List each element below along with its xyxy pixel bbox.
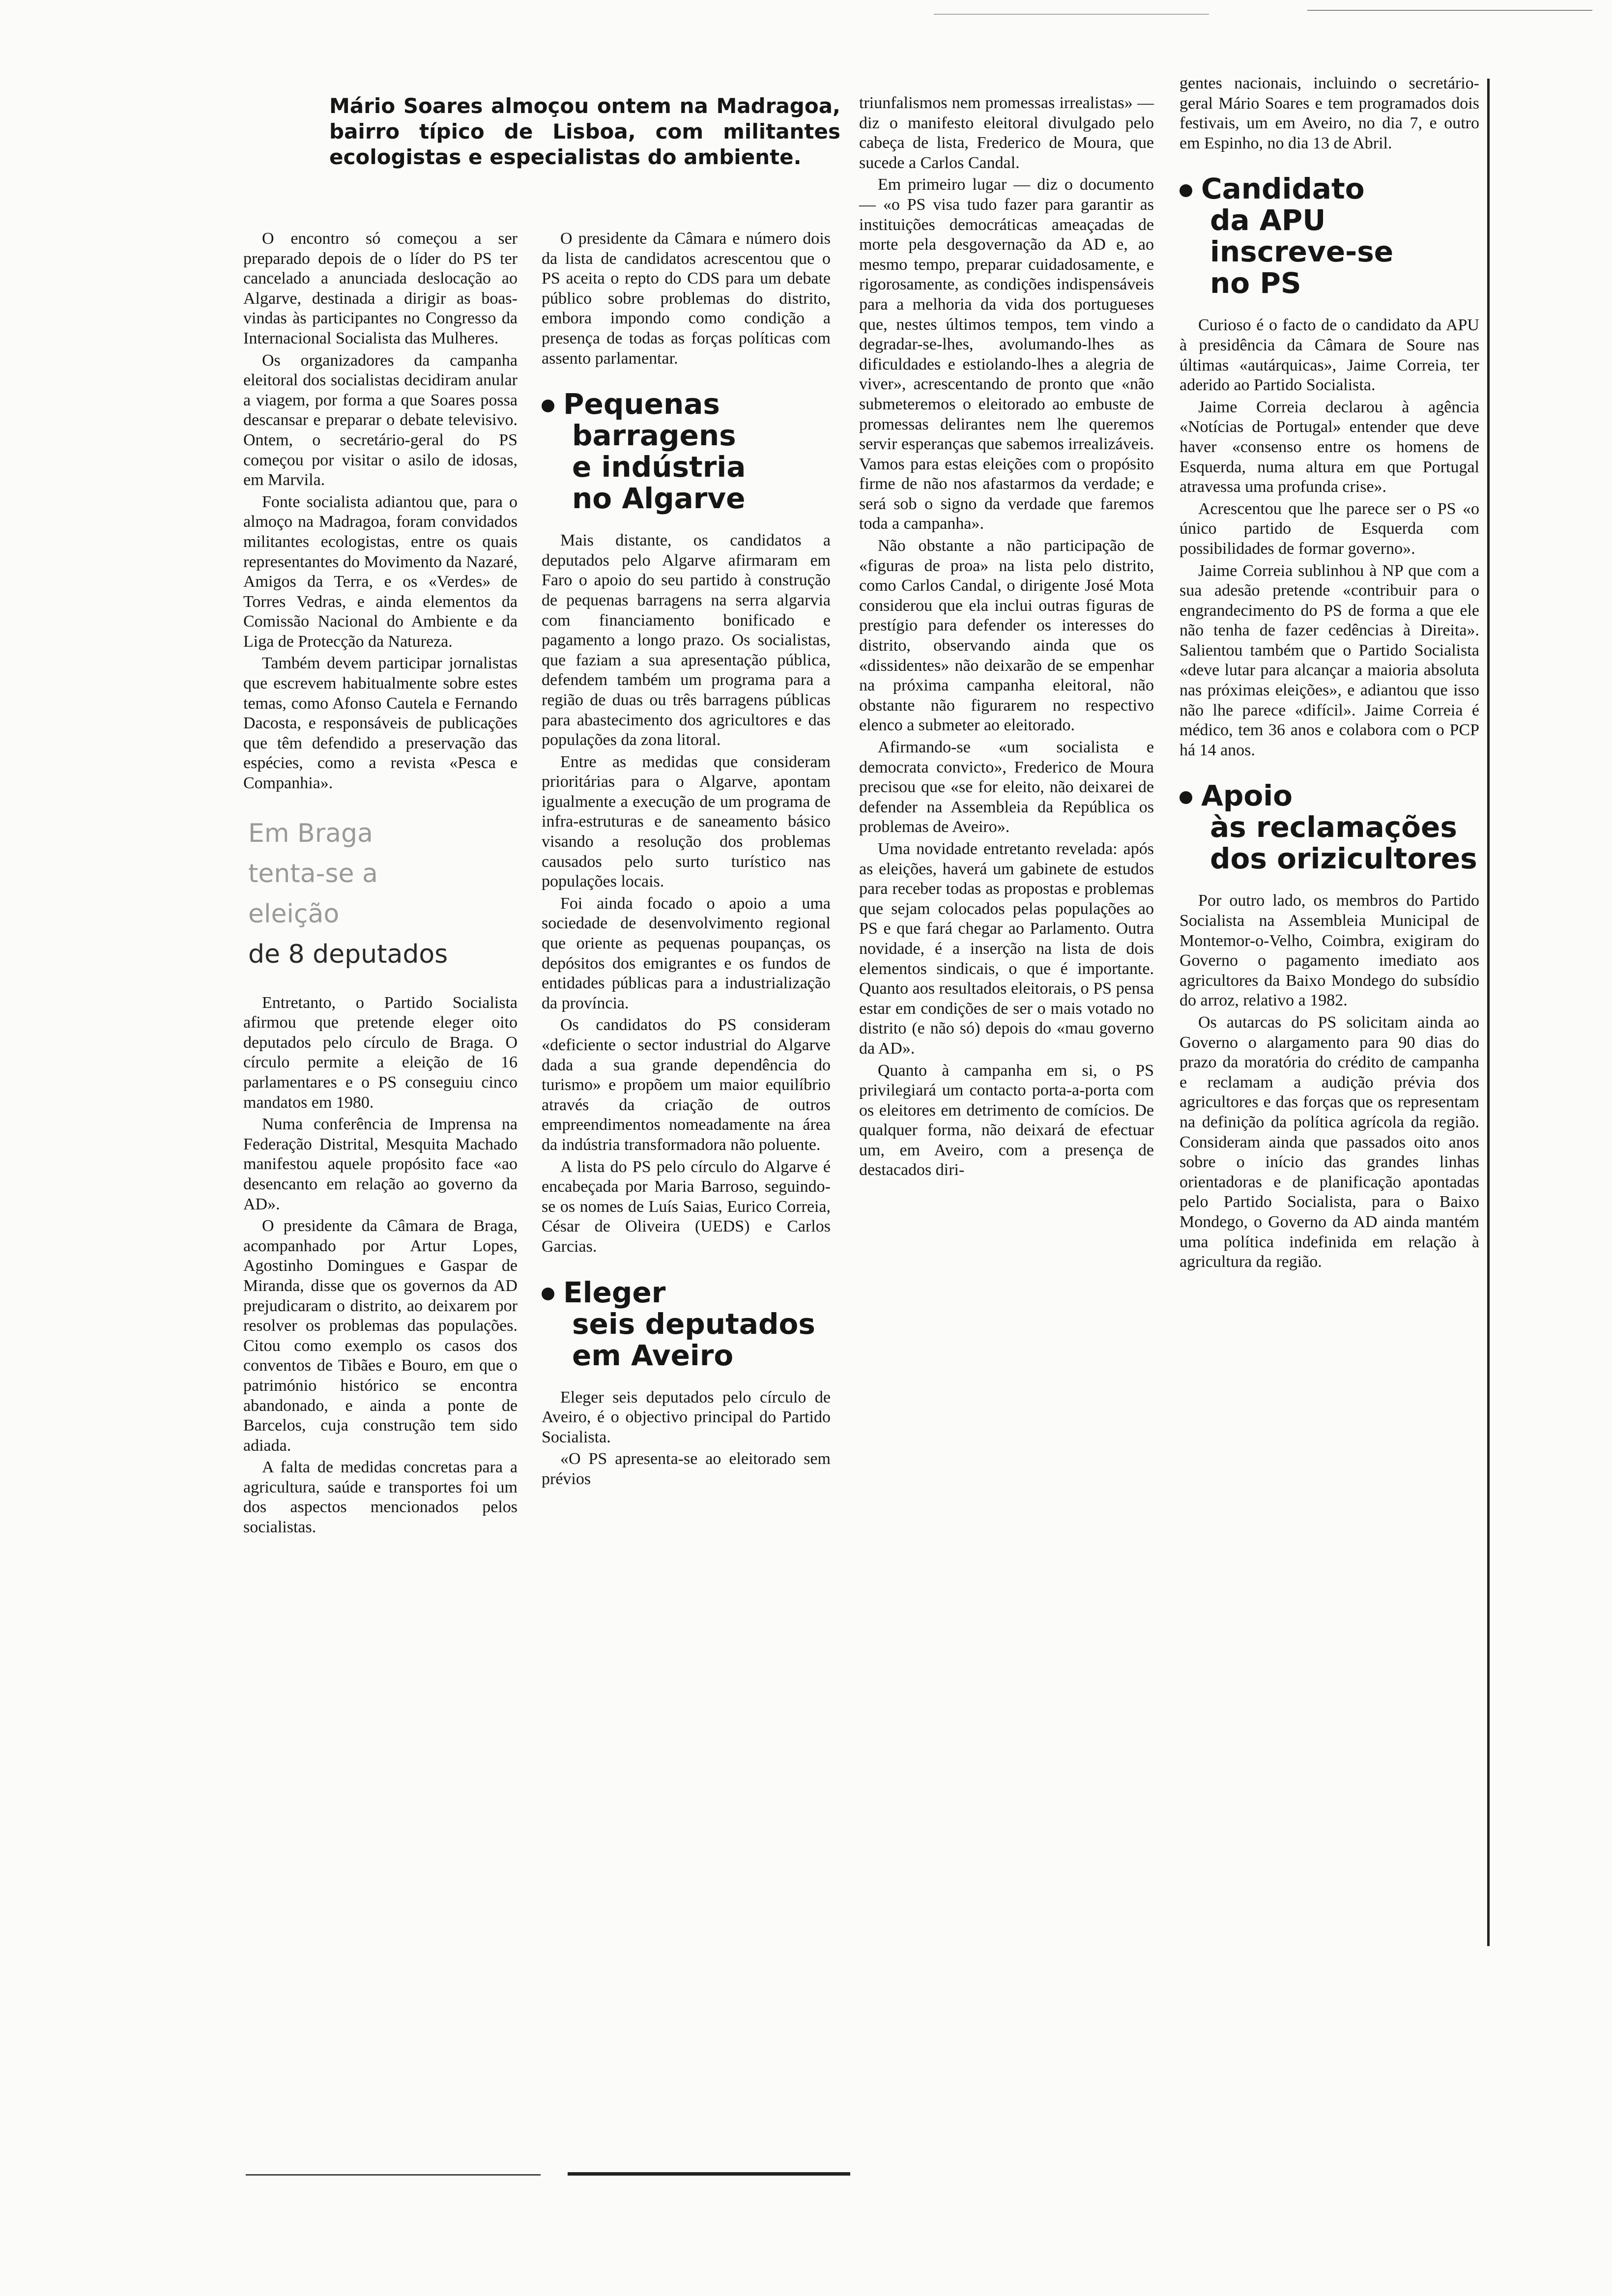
paragraph: Fonte socialista adiantou que, para o almoço na Madragoa, foram convidados militantes ecologistas, entre os quais representantes do Movimento da Nazaré, Amigos da Terra, e os «Verdes» de Torres Vedras, e ainda elementos da Comissão Nacional do Ambiente e da Liga de Protecção da Natureza. [243,492,518,651]
paragraph: Jaime Correia declarou à agência «Notícias de Portugal» entender que deve haver «consenso entre os homens de Esquerda, numa altura em que Portugal atravessa uma profunda crise». [1180,398,1479,496]
subhead-line: de 8 deputados [248,939,448,969]
paragraph: Curioso é o facto de o candidato da APU à presidência da Câmara de Soure nas últimas «autárquicas», Jaime Correia, ter aderido ao Partido Socialista. [1180,316,1479,395]
subhead-line: seis deputados [572,1307,815,1341]
paragraph: Em primeiro lugar — diz o documento — «o PS visa tudo fazer para garantir as instituições democráticas ameaçadas de morte pela desgovernação da AD e, ao mesmo tempo, preparar cuidadosamente, e rigorosamente, as condições indispensáveis para a melhoria da vida dos portugueses que, nestes últimos tempos, tem vindo a degradar-se-lhes, avolumando-lhes as dificuldades e estiolando-lhes a alegria de viver», acrescentando de pronto que «não submeteremos o eleitorado ao embuste de promessas delirantes nem lhe queremos servir esperanças que sabemos irrealizáveis. Vamos para estas eleições com o propósito firme de não nos afastarmos da verdade; e será sob o signo da verdade que faremos toda a campanha». [859,175,1154,533]
paragraph: Não obstante a não participação de «figuras de proa» na lista pelo distrito, como Carlos Candal, o dirigente José Mota considerou que ela inclui outras figuras de prestígio para defender os interesses do distrito, observando ainda que os «dissidentes» não deixarão de se empenhar na próxima campanha eleitoral, não obstante não figurarem no respectivo elenco a submeter ao eleitorado. [859,537,1154,735]
column-right-rule [1487,79,1490,1946]
paragraph: Afirmando-se «um socialista e democrata convicto», Frederico de Moura precisou que «se for eleito, não deixarei de defender na Assembleia da República os problemas de Aveiro». [859,738,1154,836]
paragraph: Os candidatos do PS consideram «deficiente o sector industrial do Algarve dada a sua grande dependência do turismo» e propõem um maior equilíbrio através da criação de outros empreendimentos nomeadamente na área da indústria transformadora não poluente. [542,1016,831,1154]
subhead-line: Em Braga [248,818,373,848]
subhead-aveiro [542,1277,831,1371]
paragraph: triunfalismos nem promessas irrealistas» — diz o manifesto eleitoral divulgado pelo cabeça de lista, Frederico de Moura, que sucede a Carlos Candal. [859,94,1154,172]
subhead-line: eleição [248,899,340,929]
subhead-algarve [542,388,831,514]
bullet-icon [1180,184,1192,197]
subhead-braga [243,813,518,975]
paragraph: Jaime Correia sublinhou à NP que com a sua adesão pretende «contribuir para o engrandecimento do PS de forma a que ele não tenha de fazer cedências à Direita». Salientou também que o Partido Socialista «deve lutar para alcançar a maioria absoluta nas próximas eleições», e adiantou que isso não lhe parece «difícil». Jaime Correia é médico, tem 36 anos e colabora com o PCP há 14 anos. [1180,561,1479,759]
paragraph: Entre as medidas que consideram prioritárias para o Algarve, apontam igualmente a execução de um programa de infra-estruturas e de saneamento básico visando a resolução dos problemas causados pelo surto turístico nas populações locais. [542,752,831,891]
subhead-line: e indústria [572,450,746,484]
paragraph: «O PS apresenta-se ao eleitorado sem prévios [542,1450,831,1488]
bullet-icon [542,1288,554,1300]
subhead-line: no PS [1210,266,1301,300]
paragraph: Numa conferência de Imprensa na Federação Distrital, Mesquita Machado manifestou aquele propósito face «ao desencanto em relação ao governo da AD». [243,1115,518,1213]
subhead-line: Eleger [563,1275,666,1309]
column-1 [243,229,518,1540]
paragraph: Os organizadores da campanha eleitoral dos socialistas decidiram anular a viagem, por forma a que Soares possa descansar e preparar o debate televisivo. Ontem, o secretário-geral do PS começou por visitar o asilo de idosas, em Marvila. [243,351,518,489]
subhead-orizicultores [1180,780,1479,874]
bullet-icon [542,400,554,412]
top-rule-secondary [934,14,1209,15]
paragraph: Uma novidade entretanto revelada: após as eleições, haverá um gabinete de estudos para receber todas as propostas e problemas que sejam colocados pelas populações ao PS e que fará chegar ao Parlamento. Outra novidade, é a inserção na lista de dois elementos sindicais, o que é importante. Quanto aos resultados eleitorais, o PS pensa estar em condições de ser o mais votado no distrito (e não só) depois do «mau governo da AD». [859,839,1154,1058]
subhead-line: Pequenas [563,387,720,421]
bottom-rule-thin [246,2174,541,2176]
column-2 [542,229,831,1492]
subhead-line: Apoio [1201,779,1293,813]
article-lead: Mário Soares almoçou ontem na Madragoa, bairro típico de Lisboa, com militantes ecologistas e especialistas do ambiente. [329,94,840,169]
paragraph: Foi ainda focado o apoio a uma sociedade de desenvolvimento regional que oriente as pequenas poupanças, os depósitos dos emigrantes e os fundos de entidades públicas para a industrialização da província. [542,894,831,1012]
subhead-line: às reclamações [1210,810,1457,844]
subhead-line: dos orizicultores [1210,842,1477,876]
paragraph: A falta de medidas concretas para a agricultura, saúde e transportes foi um dos aspectos mencionados pelos socialistas. [243,1458,518,1537]
paragraph: Eleger seis deputados pelo círculo de Aveiro, é o objectivo principal do Partido Socialista. [542,1388,831,1446]
paragraph: Quanto à campanha em si, o PS privilegiará um contacto porta-a-porta com os eleitores em detrimento de comícios. De qualquer forma, não deixará de efectuar um, em Aveiro, com a presença de destacados diri- [859,1061,1154,1179]
paragraph: O encontro só começou a ser preparado depois de o líder do PS ter cancelado a anunciada deslocação ao Algarve, destinada a dirigir as boas-vindas às participantes no Congresso da Internacional Socialista das Mulheres. [243,230,518,347]
paragraph: Acrescentou que lhe parece ser o PS «o único partido de Esquerda com possibilidades de formar governo». [1180,499,1479,558]
paragraph: O presidente da Câmara de Braga, acompanhado por Artur Lopes, Agostinho Domingues e Gaspar de Miranda, disse que os governos da AD prejudicaram o distrito, ao deixarem por resolver os problemas das populações. Citou como exemplo os casos dos conventos de Tibães e Bouro, em que o património histórico se encontra abandonado, e ainda a ponte de Barcelos, cuja construção tem sido adiada. [243,1217,518,1455]
column-4 [1180,74,1479,1274]
paragraph: Os autarcas do PS solicitam ainda ao Governo o alargamento para 90 dias do prazo da moratória do crédito de campanha e reclamam a audição prévia dos agricultores e das forças que os representam na definição da política agrícola da região. Consideram ainda que passados oito anos sobre o início das grandes linhas orientadoras e de planificação apontadas pelo Partido Socialista, para o Baixo Mondego, o Governo da AD ainda mantém uma política indefinida em relação à agricultura da região. [1180,1013,1479,1271]
bottom-rule [568,2172,850,2176]
paragraph: Mais distante, os candidatos a deputados pelo Algarve afirmaram em Faro o apoio do seu partido à construção de pequenas barragens na serra algarvia com financiamento bonificado e pagamento a longo prazo. Os socialistas, que faziam a sua apresentação pública, defendem também um programa para a região de duas ou três barragens públicas para abastecimento dos agricultores e das populações da zona litoral. [542,531,831,749]
subhead-line: em Aveiro [572,1338,734,1372]
paragraph: Entretanto, o Partido Socialista afirmou que pretende eleger oito deputados pelo círculo de Braga. O círculo permite a eleição de 16 parlamentares e o PS conseguiu cinco mandatos em 1980. [243,993,518,1112]
subhead-line: barragens [572,419,736,453]
paragraph: Por outro lado, os membros do Partido Socialista na Assembleia Municipal de Montemor-o-Velho, Coimbra, exigiram do Governo o pagamento imediato aos agricultores da Baixo Mondego do subsídio do arroz, relativo a 1982. [1180,891,1479,1010]
top-rule [1307,10,1592,11]
subhead-line: inscreve-se [1210,235,1394,269]
subhead-apu [1180,173,1479,299]
subhead-line: no Algarve [572,482,746,516]
subhead-line: tenta-se a [248,859,378,889]
subhead-line: da APU [1210,203,1326,237]
paragraph: A lista do PS pelo círculo do Algarve é encabeçada por Maria Barroso, seguindo-se os nomes de Luís Saias, Eurico Correia, César de Oliveira (UEDS) e Carlos Garcias. [542,1157,831,1256]
subhead-line: Candidato [1201,172,1365,206]
paragraph: Também devem participar jornalistas que escrevem habitualmente sobre estes temas, como Afonso Cautela e Fernando Dacosta, e responsáveis de publicações que têm defendido a preservação das espécies, como a revista «Pesca e Companhia». [243,654,518,793]
paragraph: gentes nacionais, incluindo o secretário-geral Mário Soares e tem programados dois festivais, um em Aveiro, no dia 7, e outro em Espinho, no dia 13 de Abril. [1180,74,1479,152]
bullet-icon [1180,791,1192,804]
paragraph: O presidente da Câmara e número dois da lista de candidatos acrescentou que o PS aceita o repto do CDS para um debate público sobre problemas do distrito, embora impondo como condição a presença de todas as forças políticas com assento parlamentar. [542,230,831,368]
column-3 [859,93,1154,1182]
